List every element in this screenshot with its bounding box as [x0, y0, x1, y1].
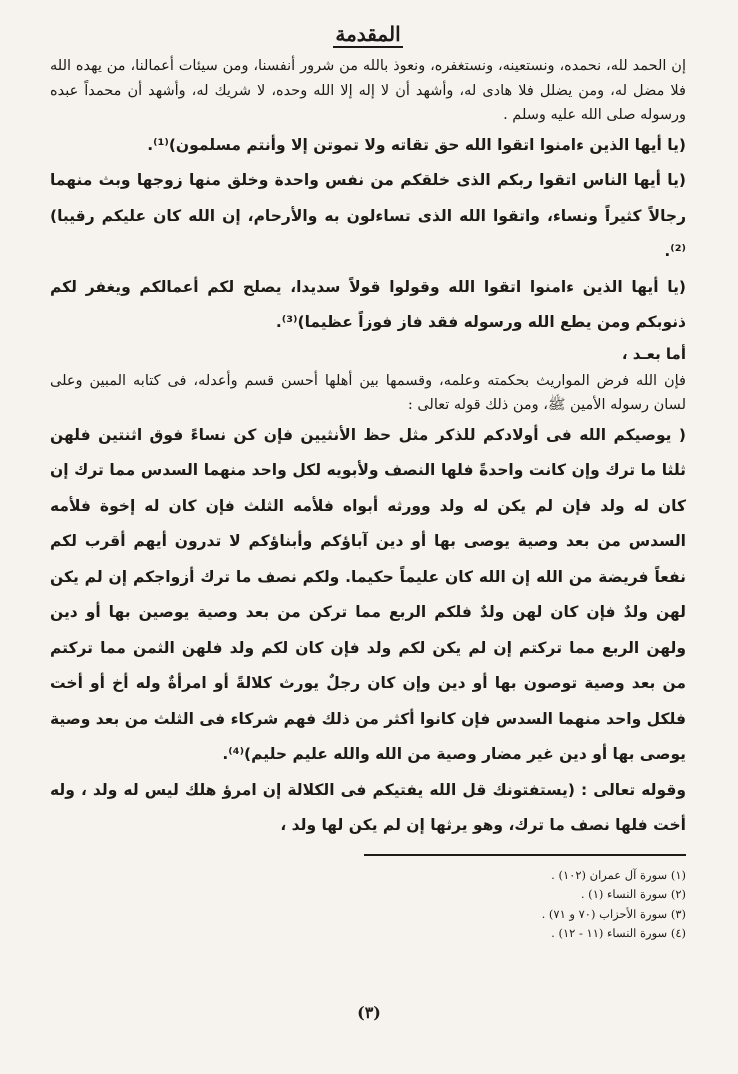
page-title: [50, 22, 686, 48]
intro-text: إن الحمد لله، نحمده، ونستعينه، ونستغفره، ونعوذ بالله من شرور أنفسنا، ومن سيئات أعمالنا، من يهده الله فلا مضل له، ومن يضلل فلا هادى له، وأشهد أن لا إله إلا الله وحده، لا شريك له، وأشهد أن محمداً عبده ورسوله صلى الله عليه وسلم .: [50, 58, 686, 123]
verse-kalala: وقوله تعالى : (يستفتونك قل الله يفتيكم فى الكلالة إن امرؤ هلك ليس له ولد ، وله أخت فلها نصف ما ترك، وهو يرثها إن لم يكن لها ولد ،: [50, 780, 686, 834]
verse-inheritance: ( يوصيكم الله فى أولادكم للذكر مثل حظ الأنثيين فإن كن نساءً فوق اثنتين فلهن ثلثا ما ترك وإن كانت واحدةً فلها النصف ولأبويه لكل واحد منهما السدس مما ترك إن كان له ولد فإن لم يكن له ولد وورثه أبواه فلأمه الثلث فإن كان له إخوة فلأمه السدس من بعد وصية يوصى بها أو دين آباؤكم وأبناؤكم لا تدرون أيهم أقرب لكم نفعاً فريضة من الله إن الله كان عليماً حكيما. ولكم نصف ما ترك أزواجكم إن لم يكن لهن ولدٌ فإن كان لهن ولدٌ فلكم الربع مما تركن من بعد وصية يوصين بها أو دين ولهن الربع مما تركتم إن لم يكن لكم ولد فإن كان لكم ولد فلهن الثمن مما تركتم من بعد وصية توصون بها أو دين وإن كان رجلٌ يورث كلالةً أو امرأةٌ وله أخ أو أخت فلكل واحد منهما السدس فإن كانوا أكثر من ذلك فهم شركاء فى الثلث من بعد وصية يوصى بها أو دين غير مضار وصية من الله والله عليم حليم)⁽⁴⁾.: [50, 425, 686, 763]
amma-baad: أما بعـد ،: [621, 344, 686, 363]
inheritance-text: فإن الله فرض المواريث بحكمته وعلمه، وقسمها بين أهلها أحسن قسم وأعدله، فى كتابه المبين وعلى لسان رسوله الأمين ﷺ، ومن ذلك قوله تعالى :: [50, 372, 686, 413]
footnote-2: (٢) سورة النساء (١) .: [580, 887, 686, 901]
verse-3: (يا أيها الذين ءامنوا اتقوا الله وقولوا قولاً سديدا، يصلح لكم أعمالكم ويغفر لكم ذنوبكم ومن يطع الله ورسوله فقد فاز فوزاً عظيما)⁽³⁾.: [50, 277, 686, 331]
verses-block-1: [50, 128, 686, 341]
footnote-divider: [364, 854, 686, 856]
inheritance-paragraph: [50, 369, 686, 418]
intro-paragraph: [50, 54, 686, 128]
verse-2: (يا أيها الناس اتقوا ربكم الذى خلقكم من نفس واحدة وخلق منها زوجها وبث منهما رجالاً كثيراً ونساء، واتقوا الله الذى تساءلون به والأرحام، إن الله كان عليكم رقيبا)⁽²⁾.: [50, 171, 686, 260]
footnote-4: (٤) سورة النساء (١١ - ١٢) .: [551, 926, 686, 940]
page-number: (٣): [357, 1003, 381, 1022]
verses-block-2: [50, 418, 686, 844]
verse-1: (يا أيها الذين ءامنوا اتقوا الله حق تقاته ولا تموتن إلا وأنتم مسلمون)⁽¹⁾.: [147, 135, 686, 154]
footnote-1: (١) سورة آل عمران (١٠٢) .: [551, 867, 686, 882]
footnote-3: (٣) سورة الأحزاب (٧٠ و ٧١) .: [541, 906, 686, 921]
heading-text: المقدمة: [335, 22, 401, 46]
footnotes: [50, 866, 686, 944]
title-underline: [333, 46, 403, 48]
